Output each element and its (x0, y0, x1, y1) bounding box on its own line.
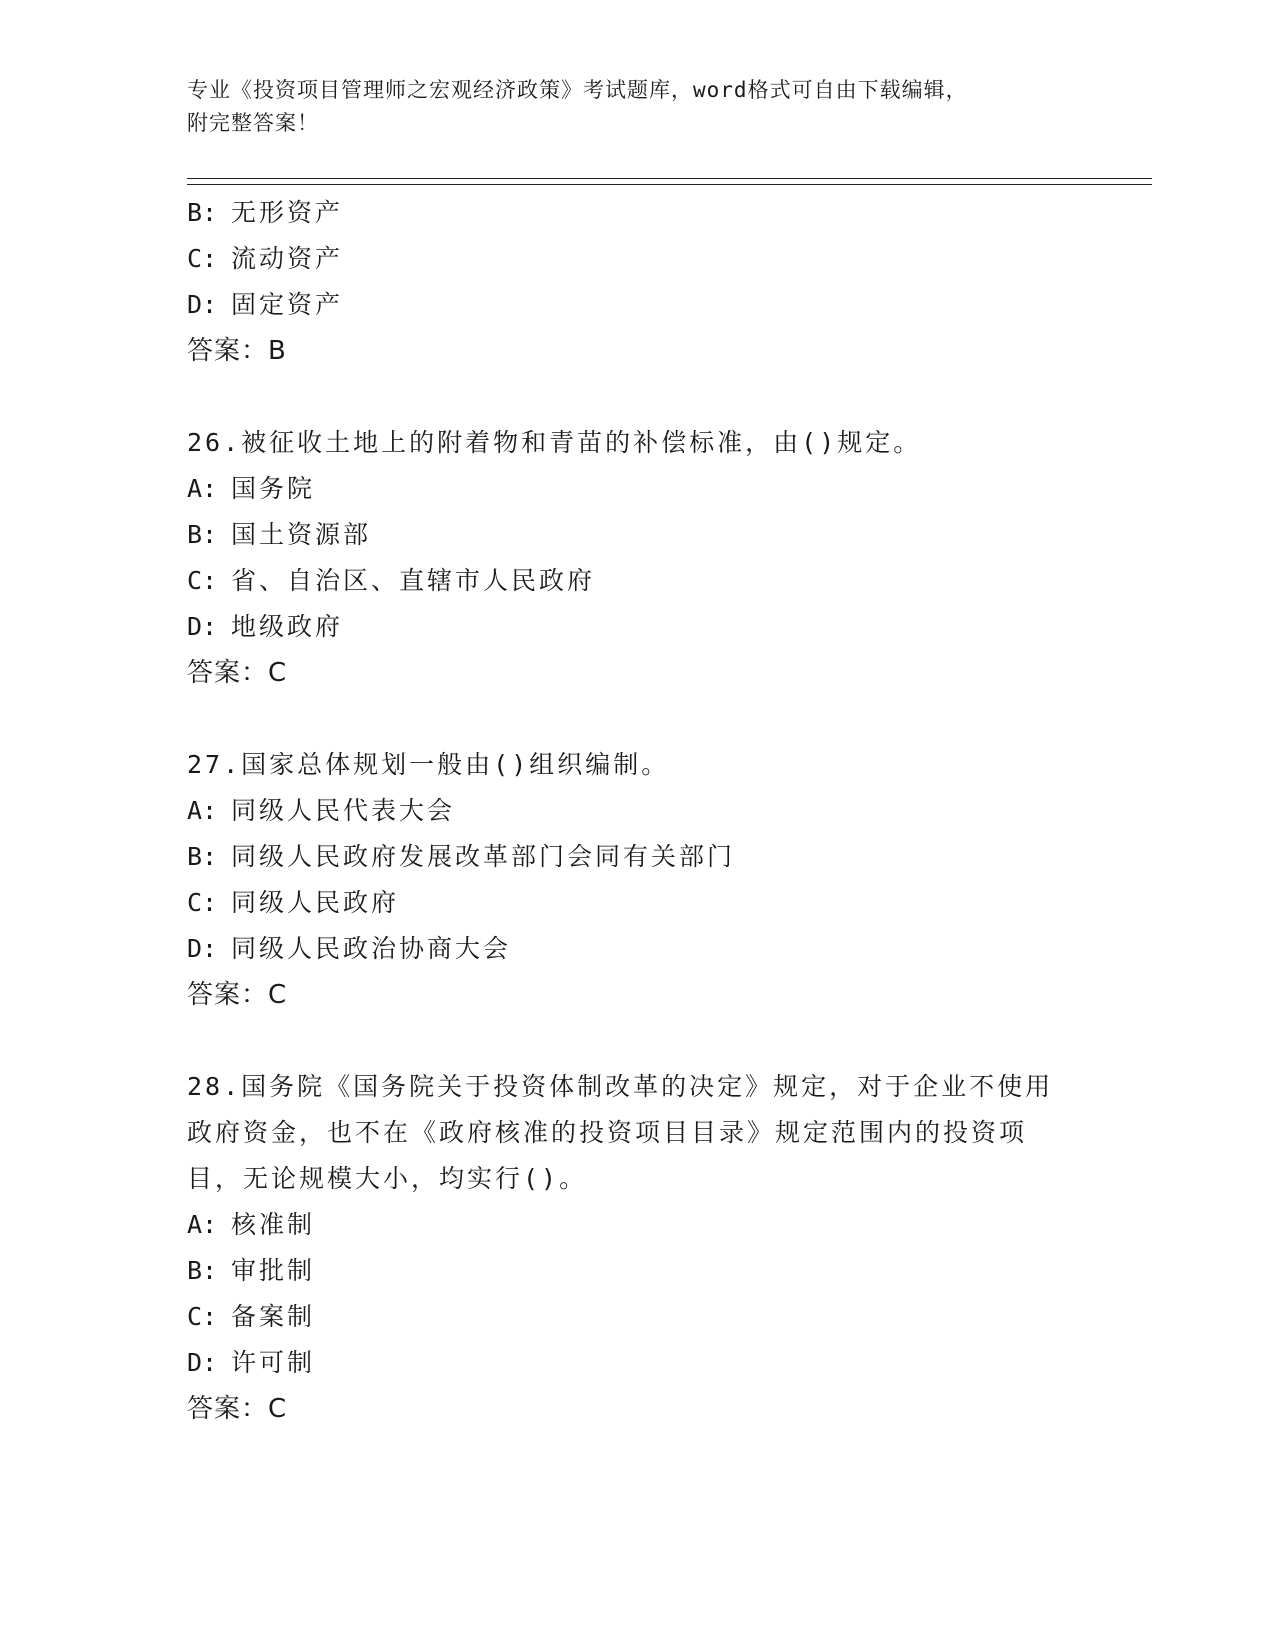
option-b (187, 512, 1087, 558)
question-stem: 27.国家总体规划一般由()组织编制。 (187, 750, 670, 779)
option-key: D: (187, 934, 218, 963)
answer-line: 答案：C (187, 980, 288, 1010)
option-key: B: (187, 520, 218, 549)
option-b (187, 834, 1087, 880)
option-text: 审批制 (231, 1256, 316, 1285)
question-stem-line-1: 28.国务院《国务院关于投资体制改革的决定》规定，对于企业不使用 (187, 1072, 1054, 1101)
question-26 (187, 420, 1087, 696)
question-stem: 26.被征收土地上的附着物和青苗的补偿标准，由()规定。 (187, 428, 922, 457)
option-text: 地级政府 (231, 612, 344, 641)
question-continued (187, 190, 1087, 374)
header-line-1: 专业《投资项目管理师之宏观经济政策》考试题库，word格式可自由下载编辑， (187, 78, 968, 102)
option-key: D: (187, 612, 218, 641)
header-rule-bottom (187, 184, 1152, 185)
option-text: 同级人民代表大会 (231, 796, 456, 825)
question-27 (187, 742, 1087, 1018)
option-text: 核准制 (231, 1210, 316, 1239)
option-text: 许可制 (231, 1348, 316, 1377)
option-key: C: (187, 888, 218, 917)
option-key: D: (187, 1348, 218, 1377)
question-stem-line-3: 目，无论规模大小，均实行()。 (187, 1164, 588, 1193)
option-b (187, 190, 1087, 236)
option-key: B: (187, 842, 218, 871)
option-text: 国务院 (231, 474, 316, 503)
question-28 (187, 1064, 1087, 1432)
answer-line: 答案：B (187, 336, 287, 366)
option-a (187, 1202, 1087, 1248)
option-c (187, 236, 1087, 282)
option-text: 国土资源部 (231, 520, 372, 549)
option-text: 同级人民政府 (231, 888, 400, 917)
option-text: 流动资产 (231, 244, 344, 273)
header-line-2: 附完整答案！ (187, 111, 319, 135)
option-c (187, 558, 1087, 604)
answer-line: 答案：C (187, 1394, 288, 1424)
option-a (187, 788, 1087, 834)
option-d (187, 604, 1087, 650)
option-key: A: (187, 796, 218, 825)
option-b (187, 1248, 1087, 1294)
document-header (187, 74, 1087, 140)
option-d (187, 282, 1087, 328)
question-stem-line-2: 政府资金，也不在《政府核准的投资项目目录》规定范围内的投资项 (187, 1118, 1028, 1147)
option-key: C: (187, 566, 218, 595)
option-key: A: (187, 474, 218, 503)
option-text: 固定资产 (231, 290, 344, 319)
option-text: 备案制 (231, 1302, 316, 1331)
option-d (187, 926, 1087, 972)
option-text: 同级人民政治协商大会 (231, 934, 512, 963)
option-d (187, 1340, 1087, 1386)
option-key: D: (187, 290, 218, 319)
option-text: 无形资产 (231, 198, 344, 227)
question-list (187, 190, 1087, 1432)
option-text: 省、自治区、直辖市人民政府 (231, 566, 596, 595)
answer-line: 答案：C (187, 658, 288, 688)
option-a (187, 466, 1087, 512)
option-text: 同级人民政府发展改革部门会同有关部门 (231, 842, 736, 871)
option-c (187, 1294, 1087, 1340)
header-rule-top (187, 178, 1152, 179)
option-key: B: (187, 1256, 218, 1285)
option-key: B: (187, 198, 218, 227)
option-key: C: (187, 1302, 218, 1331)
option-c (187, 880, 1087, 926)
option-key: A: (187, 1210, 218, 1239)
option-key: C: (187, 244, 218, 273)
